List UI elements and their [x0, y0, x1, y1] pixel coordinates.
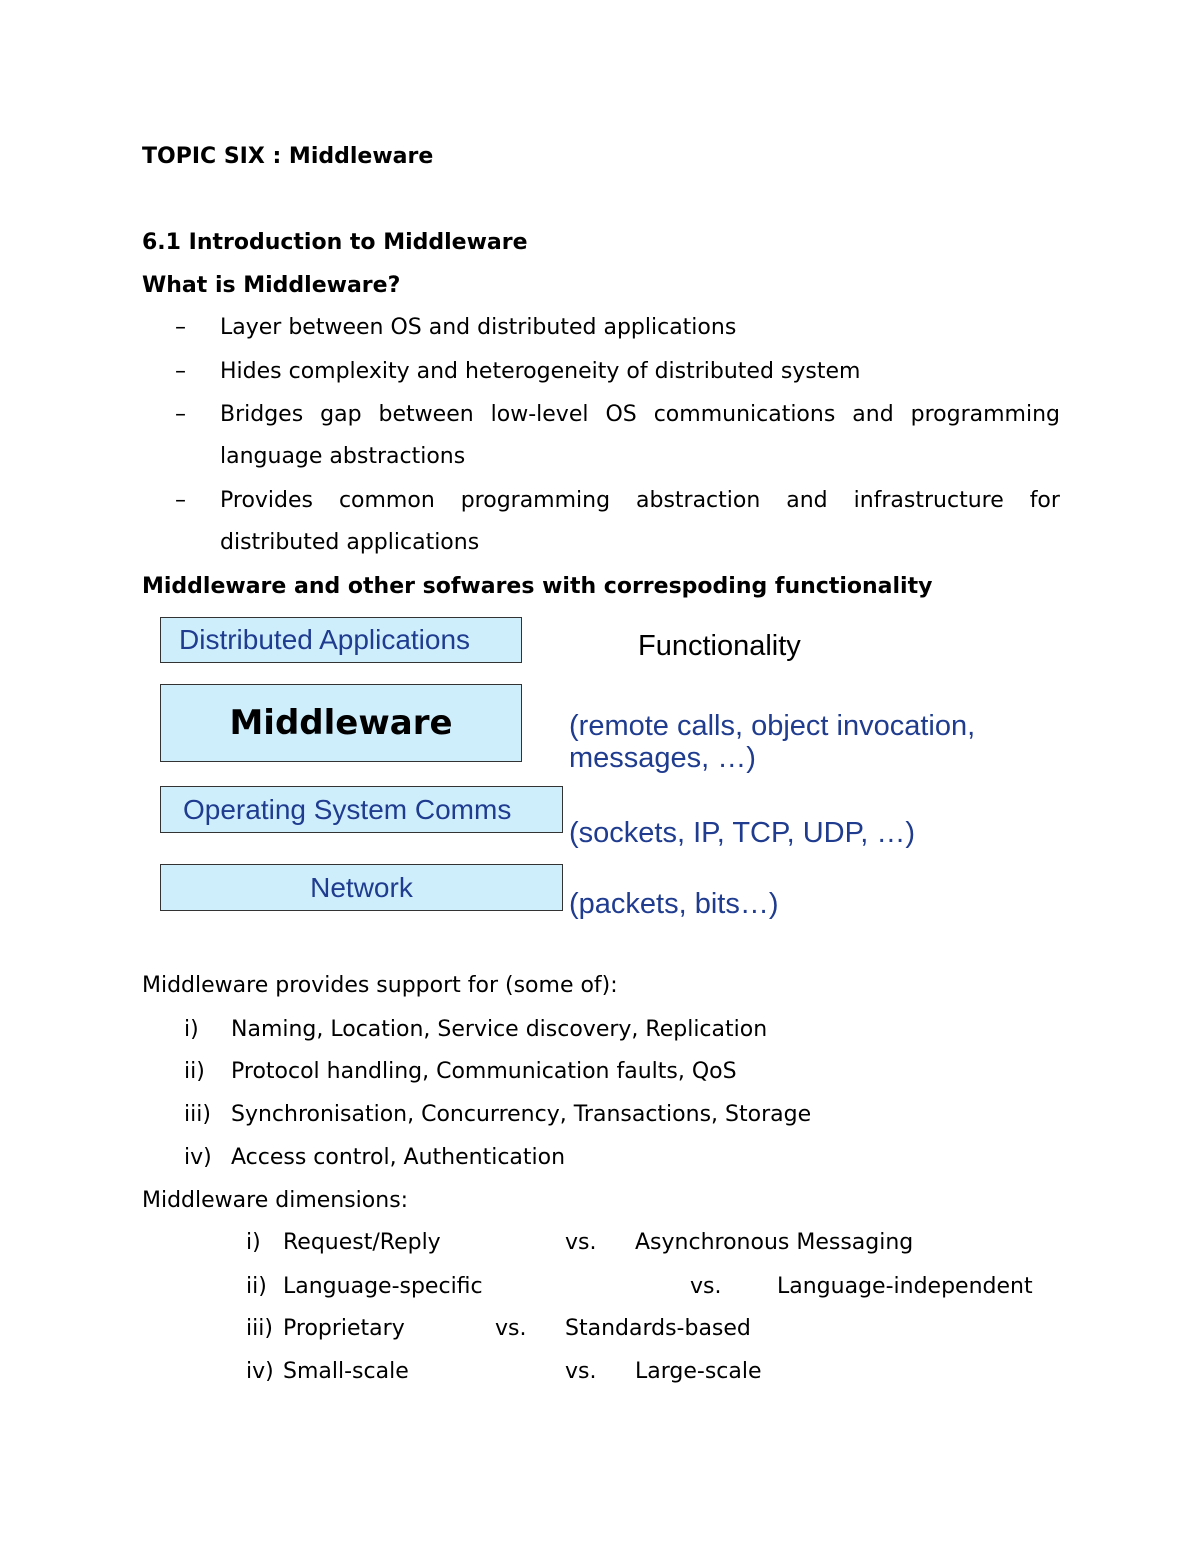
word: between: [378, 402, 474, 427]
bullet-line: Hides complexity and heterogeneity of distributed system: [220, 359, 861, 384]
word: and: [786, 488, 828, 513]
layer-network: [160, 864, 563, 911]
dimension-right: Standards-based: [565, 1316, 751, 1341]
word: Bridges: [220, 402, 304, 427]
dimension-right: Asynchronous Messaging: [635, 1230, 914, 1255]
word: low-level: [490, 402, 589, 427]
topic-title: TOPIC SIX : Middleware: [142, 144, 434, 169]
section-heading: 6.1 Introduction to Middleware: [142, 230, 528, 255]
list-item-number: iii): [184, 1102, 211, 1127]
bullet-line: [220, 401, 1060, 429]
bullet-marker: –: [175, 488, 186, 513]
word: communications: [653, 402, 836, 427]
layer-middleware: [160, 684, 522, 762]
word: OS: [605, 402, 637, 427]
dimension-vs: vs.: [690, 1274, 722, 1299]
list-item: Access control, Authentication: [231, 1145, 566, 1170]
list-item: Naming, Location, Service discovery, Replication: [231, 1017, 768, 1042]
dimension-vs: vs.: [565, 1230, 597, 1255]
bullet-marker: –: [175, 315, 186, 340]
list-item: Synchronisation, Concurrency, Transactions, Storage: [231, 1102, 812, 1127]
support-intro: Middleware provides support for (some of):: [142, 973, 618, 998]
word: and: [852, 402, 894, 427]
functionality-middleware: messages, …): [569, 742, 756, 774]
dimension-number: i): [246, 1230, 261, 1255]
functionality-header: Functionality: [638, 630, 801, 662]
functionality-middleware: (remote calls, object invocation,: [569, 710, 976, 742]
question-heading: What is Middleware?: [142, 273, 401, 298]
dimension-vs: vs.: [565, 1359, 597, 1384]
bullet-line: Layer between OS and distributed applications: [220, 315, 737, 340]
bullet-line: [220, 487, 1060, 515]
dimension-number: ii): [246, 1274, 267, 1299]
word: gap: [320, 402, 362, 427]
functionality-network: (packets, bits…): [569, 888, 779, 920]
list-item-number: iv): [184, 1145, 212, 1170]
list-item-number: ii): [184, 1059, 205, 1084]
layer-label: Network: [310, 871, 413, 903]
layer-distributed-applications: [160, 617, 522, 663]
dimension-left: Request/Reply: [283, 1230, 441, 1255]
dimension-left: Small-scale: [283, 1359, 409, 1384]
layer-operating-system-comms: [160, 786, 563, 833]
layer-label: Operating System Comms: [183, 793, 512, 825]
dimension-left: Proprietary: [283, 1316, 405, 1341]
functionality-os-comms: (sockets, IP, TCP, UDP, …): [569, 817, 915, 849]
dimension-right: Large-scale: [635, 1359, 762, 1384]
dimension-vs: vs.: [495, 1316, 527, 1341]
dimension-number: iii): [246, 1316, 273, 1341]
word: for: [1029, 488, 1060, 513]
bullet-line: language abstractions: [220, 444, 466, 469]
dimensions-intro: Middleware dimensions:: [142, 1188, 409, 1213]
word: infrastructure: [853, 488, 1004, 513]
word: common: [338, 488, 435, 513]
word: programming: [910, 402, 1060, 427]
diagram-heading: Middleware and other sofwares with correspoding functionality: [142, 574, 933, 599]
bullet-marker: –: [175, 402, 186, 427]
bullet-line: distributed applications: [220, 530, 480, 555]
word: abstraction: [636, 488, 761, 513]
layer-label: Distributed Applications: [179, 624, 471, 655]
layer-label: Middleware: [229, 703, 453, 743]
list-item-number: i): [184, 1017, 199, 1042]
bullet-marker: –: [175, 359, 186, 384]
list-item: Protocol handling, Communication faults, QoS: [231, 1059, 737, 1084]
word: Provides: [220, 488, 313, 513]
dimension-right: Language-independent: [777, 1274, 1033, 1299]
dimension-number: iv): [246, 1359, 274, 1384]
word: programming: [460, 488, 611, 513]
dimension-left: Language-specific: [283, 1274, 483, 1299]
